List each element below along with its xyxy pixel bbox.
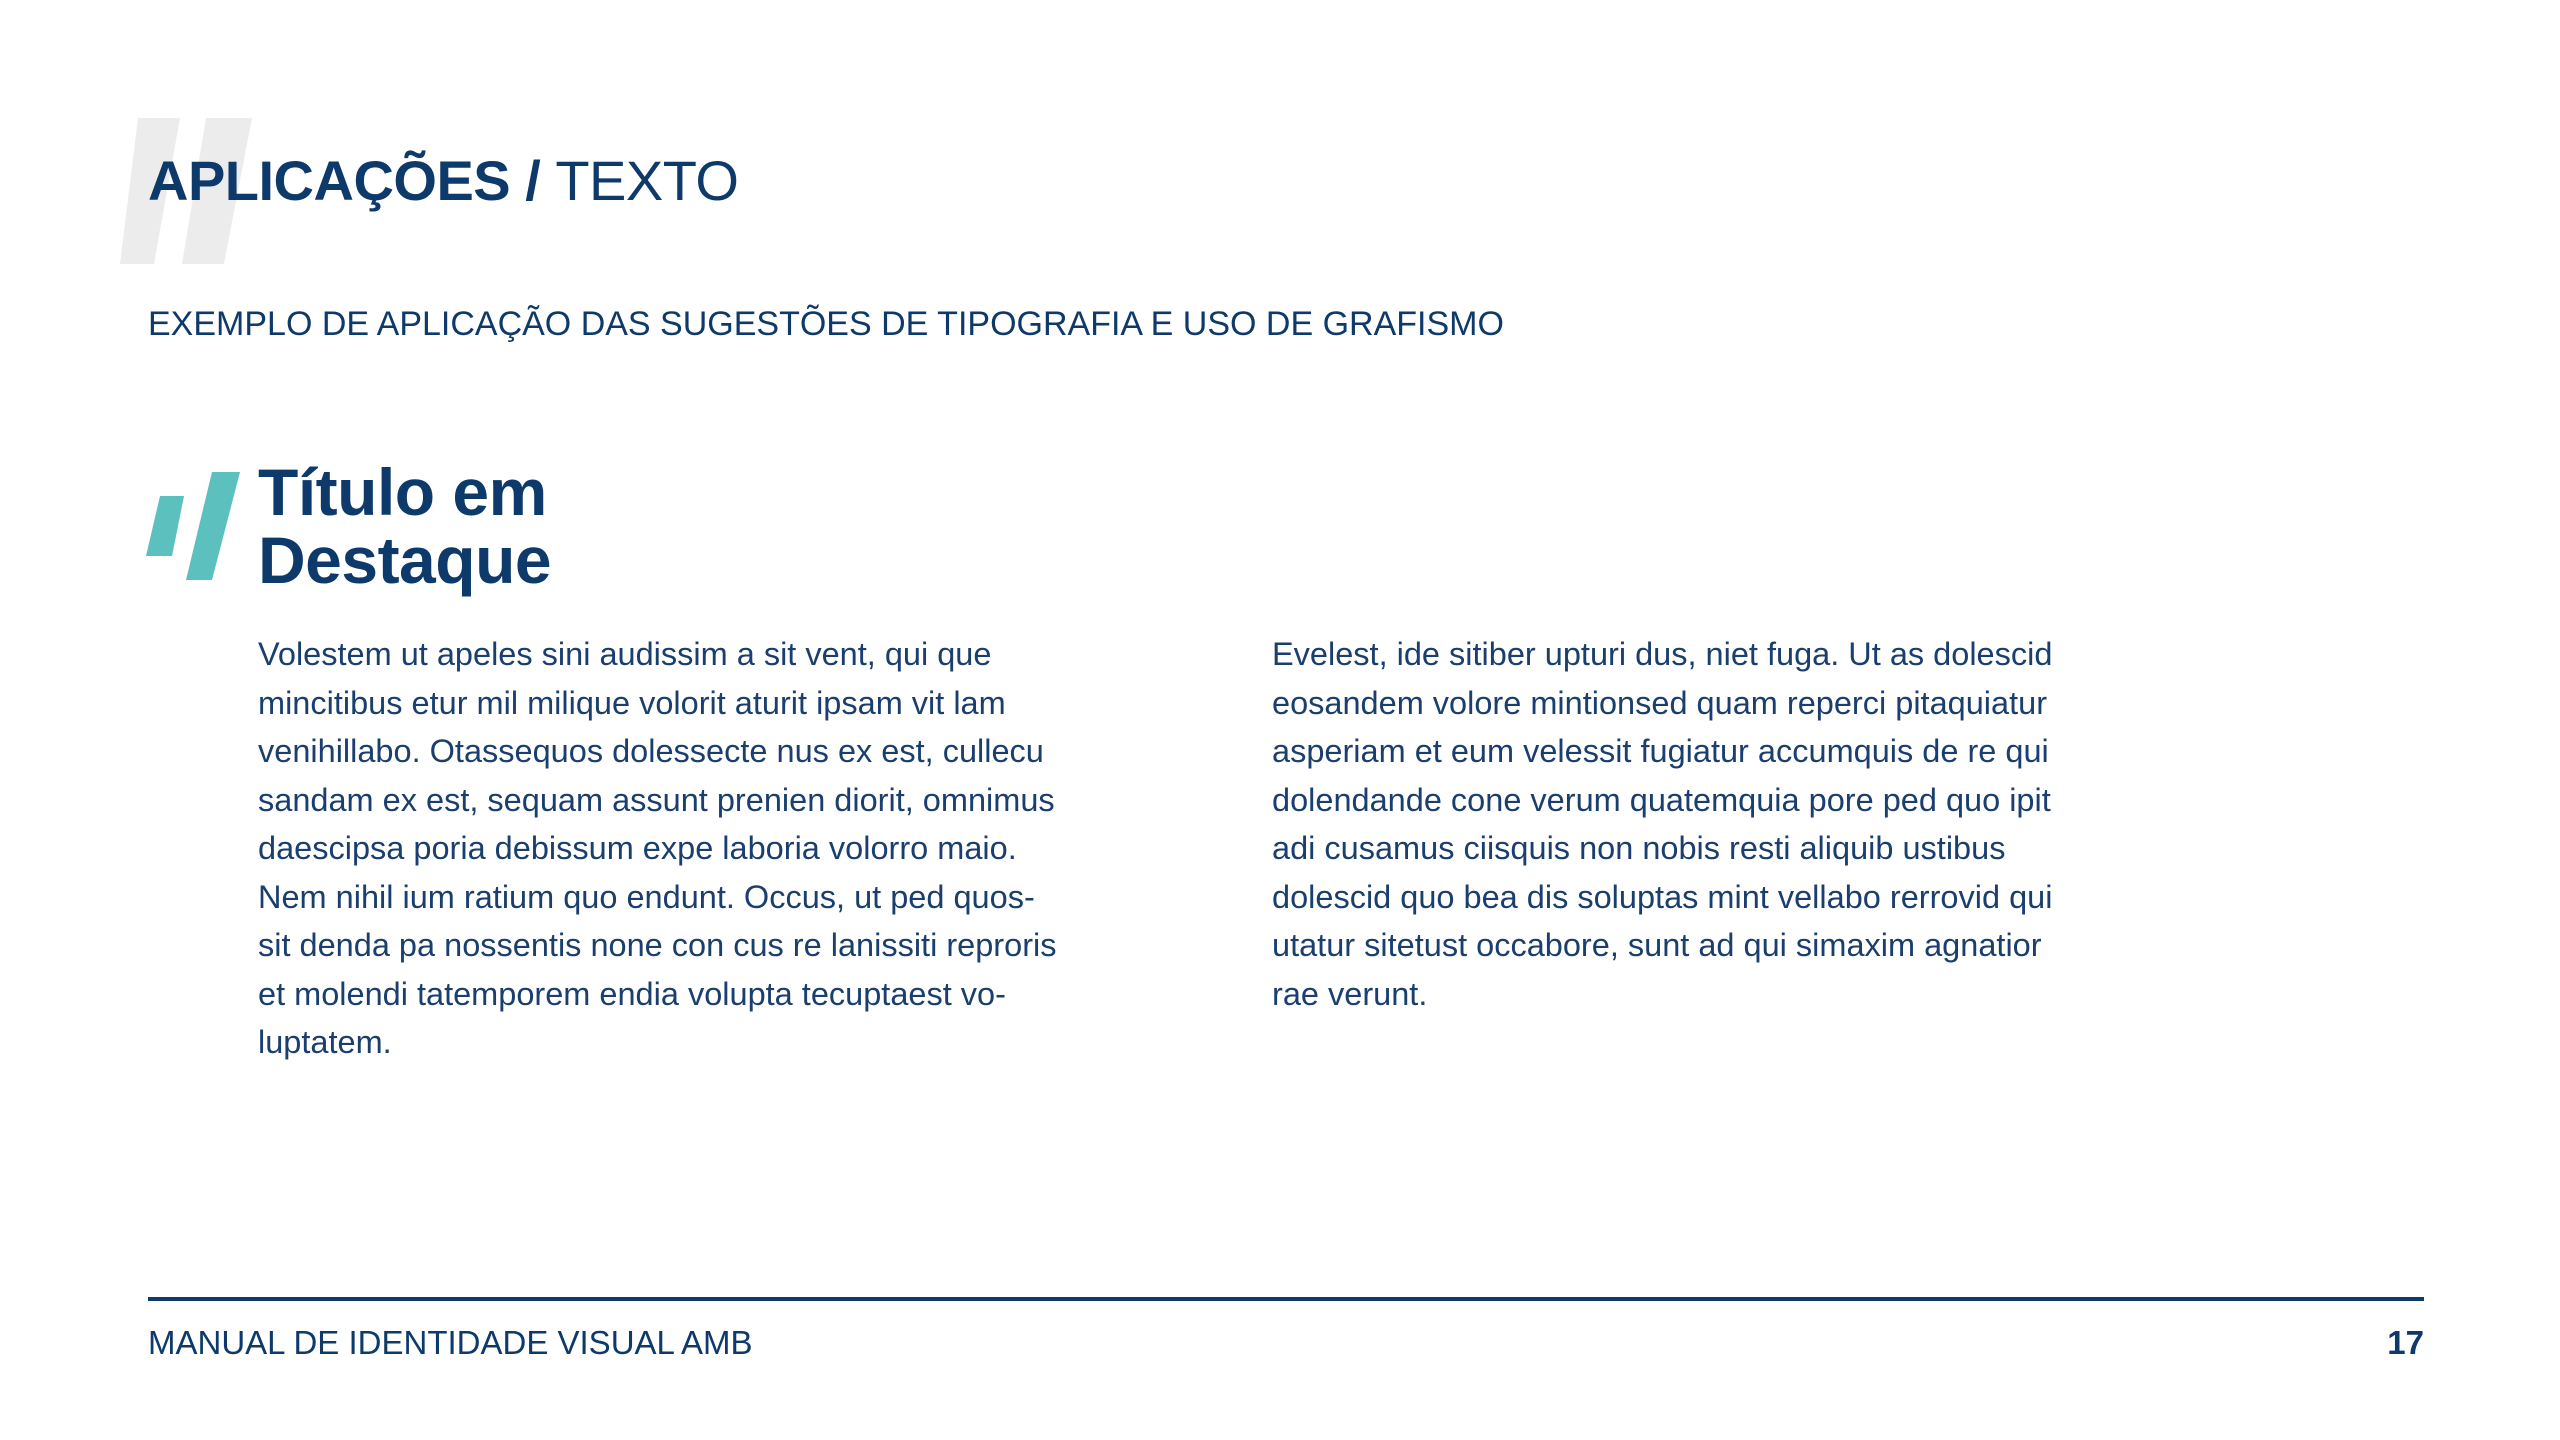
body-column-left bbox=[258, 630, 1158, 1067]
body-line: Volestem ut apeles sini audissim a sit vent, qui que bbox=[258, 636, 992, 672]
body-line: dolendande cone verum quatemquia pore ped quo ipit bbox=[1272, 781, 2051, 818]
body-line: sandam ex est, sequam assunt prenien diorit, omnimus bbox=[258, 781, 1055, 818]
body-line: daescipsa poria debissum expe laboria volorro maio. bbox=[258, 830, 1017, 866]
body-line: asperiam et eum velessit fugiatur accumquis de re qui bbox=[1272, 733, 2049, 769]
highlight-title bbox=[258, 455, 758, 597]
body-line: sit denda pa nossentis none con cus re lanissiti reproris bbox=[258, 927, 1057, 963]
body-line: utatur sitetust occabore, sunt ad qui simaxim agnatior bbox=[1272, 927, 2042, 963]
highlight-title-line-2: Destaque bbox=[258, 523, 552, 597]
body-line: Nem nihil ium ratium quo endunt. Occus, ut ped quos- bbox=[258, 878, 1035, 915]
highlight-quote-mark-icon bbox=[146, 472, 242, 580]
page-title-strong: APLICAÇÕES / bbox=[148, 149, 541, 212]
body-column-right bbox=[1272, 630, 2172, 1018]
footer-label: MANUAL DE IDENTIDADE VISUAL AMB bbox=[148, 1324, 753, 1361]
body-line: et molendi tatemporem endia volupta tecuptaest vo- bbox=[258, 975, 1006, 1012]
page-number: 17 bbox=[2387, 1324, 2424, 1361]
page-title-light: TEXTO bbox=[555, 149, 739, 212]
body-line: dolescid quo bea dis soluptas mint vellabo rerrovid qui bbox=[1272, 878, 2053, 915]
page-title bbox=[148, 146, 739, 216]
body-line: luptatem. bbox=[258, 1024, 392, 1060]
page-subtitle: EXEMPLO DE APLICAÇÃO DAS SUGESTÕES DE TIPOGRAFIA E USO DE GRAFISMO bbox=[148, 305, 1504, 343]
body-line: Evelest, ide sitiber upturi dus, niet fuga. Ut as dolescid bbox=[1272, 636, 2053, 672]
body-line: venihillabo. Otassequos dolessecte nus ex est, cullecu bbox=[258, 733, 1044, 769]
footer-divider bbox=[148, 1297, 2424, 1301]
body-line: rae verunt. bbox=[1272, 975, 1428, 1012]
body-line: adi cusamus ciisquis non nobis resti aliquib ustibus bbox=[1272, 830, 2006, 866]
body-line: eosandem volore mintionsed quam reperci pitaquiatur bbox=[1272, 684, 2048, 721]
highlight-title-line-1: Título em bbox=[258, 455, 547, 529]
body-line: mincitibus etur mil milique volorit aturit ipsam vit lam bbox=[258, 684, 1006, 721]
